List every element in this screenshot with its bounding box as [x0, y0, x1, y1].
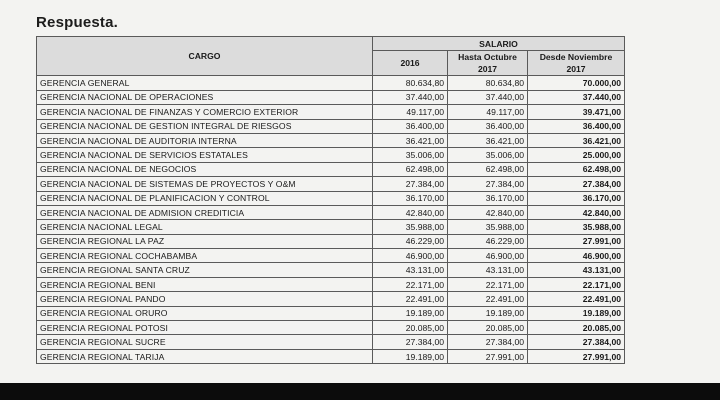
salary-hasta-octubre-cell: 43.131,00: [448, 263, 528, 277]
table-row: [37, 191, 625, 205]
col-header-hasta-octubre-2017: [448, 51, 528, 76]
salary-2016-cell: 49.117,00: [373, 105, 448, 119]
salary-desde-noviembre-cell: 20.085,00: [528, 321, 625, 335]
salary-table: [36, 36, 625, 364]
salary-hasta-octubre-cell: 36.170,00: [448, 191, 528, 205]
response-heading: Respuesta.: [36, 14, 119, 31]
bottom-black-band: [0, 383, 720, 400]
table-row: [37, 335, 625, 349]
salary-hasta-octubre-cell: 22.491,00: [448, 292, 528, 306]
salary-2016-cell: 46.900,00: [373, 249, 448, 263]
salary-hasta-octubre-cell: 19.189,00: [448, 306, 528, 320]
salario-group-header: SALARIO: [373, 37, 625, 51]
table-row: [37, 90, 625, 104]
cargo-cell: GERENCIA NACIONAL DE AUDITORIA INTERNA: [37, 133, 373, 147]
table-row: [37, 177, 625, 191]
salary-desde-noviembre-cell: 36.400,00: [528, 119, 625, 133]
salary-hasta-octubre-cell: 80.634,80: [448, 76, 528, 90]
cargo-cell: GERENCIA GENERAL: [37, 76, 373, 90]
table-row: [37, 234, 625, 248]
salary-desde-noviembre-cell: 70.000,00: [528, 76, 625, 90]
salary-hasta-octubre-cell: 46.229,00: [448, 234, 528, 248]
salary-hasta-octubre-cell: 27.384,00: [448, 177, 528, 191]
salary-2016-cell: 36.400,00: [373, 119, 448, 133]
salary-2016-cell: 22.491,00: [373, 292, 448, 306]
table-row: [37, 349, 625, 363]
table-row: [37, 205, 625, 219]
salary-desde-noviembre-cell: 27.384,00: [528, 335, 625, 349]
cargo-cell: GERENCIA REGIONAL BENI: [37, 277, 373, 291]
salary-table-body: [37, 76, 625, 364]
cargo-cell: GERENCIA NACIONAL DE NEGOCIOS: [37, 162, 373, 176]
salary-2016-cell: 35.006,00: [373, 148, 448, 162]
salary-desde-noviembre-cell: 19.189,00: [528, 306, 625, 320]
col-header-line: Hasta Octubre: [458, 52, 517, 63]
salary-hasta-octubre-cell: 22.171,00: [448, 277, 528, 291]
cargo-cell: GERENCIA NACIONAL DE PLANIFICACION Y CONTROL: [37, 191, 373, 205]
salary-desde-noviembre-cell: 22.171,00: [528, 277, 625, 291]
salary-hasta-octubre-cell: 37.440,00: [448, 90, 528, 104]
salary-hasta-octubre-cell: 49.117,00: [448, 105, 528, 119]
cargo-column-header: CARGO: [37, 37, 373, 76]
col-header-line: 2017: [477, 64, 498, 75]
salary-2016-cell: 62.498,00: [373, 162, 448, 176]
col-header-desde-noviembre-2017: [528, 51, 625, 76]
salary-2016-cell: 42.840,00: [373, 205, 448, 219]
salary-2016-cell: 37.440,00: [373, 90, 448, 104]
salary-desde-noviembre-cell: 37.440,00: [528, 90, 625, 104]
cargo-cell: GERENCIA REGIONAL PANDO: [37, 292, 373, 306]
table-row: [37, 321, 625, 335]
salary-desde-noviembre-cell: 42.840,00: [528, 205, 625, 219]
cargo-cell: GERENCIA NACIONAL DE ADMISION CREDITICIA: [37, 205, 373, 219]
salary-2016-cell: 27.384,00: [373, 177, 448, 191]
cargo-cell: GERENCIA NACIONAL DE GESTION INTEGRAL DE RIESGOS: [37, 119, 373, 133]
col-header-line: Desde Noviembre: [539, 52, 613, 63]
salary-desde-noviembre-cell: 39.471,00: [528, 105, 625, 119]
salary-2016-cell: 36.421,00: [373, 133, 448, 147]
salary-desde-noviembre-cell: 46.900,00: [528, 249, 625, 263]
salary-hasta-octubre-cell: 27.991,00: [448, 349, 528, 363]
salary-2016-cell: 36.170,00: [373, 191, 448, 205]
cargo-cell: GERENCIA REGIONAL SANTA CRUZ: [37, 263, 373, 277]
cargo-cell: GERENCIA REGIONAL POTOSI: [37, 321, 373, 335]
salary-2016-cell: 19.189,00: [373, 349, 448, 363]
col-header-line: 2017: [566, 64, 586, 75]
table-row: [37, 277, 625, 291]
cargo-cell: GERENCIA REGIONAL ORURO: [37, 306, 373, 320]
cargo-cell: GERENCIA REGIONAL SUCRE: [37, 335, 373, 349]
table-row: [37, 148, 625, 162]
salary-hasta-octubre-cell: 35.006,00: [448, 148, 528, 162]
salary-2016-cell: 19.189,00: [373, 306, 448, 320]
table-row: [37, 133, 625, 147]
salary-hasta-octubre-cell: 36.400,00: [448, 119, 528, 133]
table-row: [37, 263, 625, 277]
cargo-cell: GERENCIA REGIONAL TARIJA: [37, 349, 373, 363]
col-header-2016: 2016: [373, 51, 448, 76]
salary-desde-noviembre-cell: 62.498,00: [528, 162, 625, 176]
cargo-cell: GERENCIA NACIONAL DE SERVICIOS ESTATALES: [37, 148, 373, 162]
salary-hasta-octubre-cell: 20.085,00: [448, 321, 528, 335]
cargo-cell: GERENCIA NACIONAL DE FINANZAS Y COMERCIO EXTERIOR: [37, 105, 373, 119]
salary-hasta-octubre-cell: 35.988,00: [448, 220, 528, 234]
salary-desde-noviembre-cell: 25.000,00: [528, 148, 625, 162]
salary-2016-cell: 35.988,00: [373, 220, 448, 234]
salary-desde-noviembre-cell: 22.491,00: [528, 292, 625, 306]
table-row: [37, 162, 625, 176]
salary-hasta-octubre-cell: 27.384,00: [448, 335, 528, 349]
salary-desde-noviembre-cell: 43.131,00: [528, 263, 625, 277]
cargo-cell: GERENCIA REGIONAL COCHABAMBA: [37, 249, 373, 263]
salary-hasta-octubre-cell: 62.498,00: [448, 162, 528, 176]
salary-hasta-octubre-cell: 36.421,00: [448, 133, 528, 147]
salary-2016-cell: 80.634,80: [373, 76, 448, 90]
salary-hasta-octubre-cell: 42.840,00: [448, 205, 528, 219]
salary-hasta-octubre-cell: 46.900,00: [448, 249, 528, 263]
table-row: [37, 105, 625, 119]
salary-desde-noviembre-cell: 27.991,00: [528, 234, 625, 248]
table-row: [37, 292, 625, 306]
salary-2016-cell: 20.085,00: [373, 321, 448, 335]
salary-desde-noviembre-cell: 27.384,00: [528, 177, 625, 191]
table-row: [37, 306, 625, 320]
salary-desde-noviembre-cell: 36.170,00: [528, 191, 625, 205]
salary-2016-cell: 43.131,00: [373, 263, 448, 277]
salary-2016-cell: 46.229,00: [373, 234, 448, 248]
salary-2016-cell: 27.384,00: [373, 335, 448, 349]
table-row: [37, 249, 625, 263]
salary-2016-cell: 22.171,00: [373, 277, 448, 291]
table-row: [37, 220, 625, 234]
table-row: [37, 76, 625, 90]
table-row: [37, 119, 625, 133]
cargo-cell: GERENCIA NACIONAL DE OPERACIONES: [37, 90, 373, 104]
salary-desde-noviembre-cell: 35.988,00: [528, 220, 625, 234]
cargo-cell: GERENCIA NACIONAL DE SISTEMAS DE PROYECTOS Y O&M: [37, 177, 373, 191]
salary-desde-noviembre-cell: 27.991,00: [528, 349, 625, 363]
cargo-cell: GERENCIA NACIONAL LEGAL: [37, 220, 373, 234]
cargo-cell: GERENCIA REGIONAL LA PAZ: [37, 234, 373, 248]
salary-desde-noviembre-cell: 36.421,00: [528, 133, 625, 147]
